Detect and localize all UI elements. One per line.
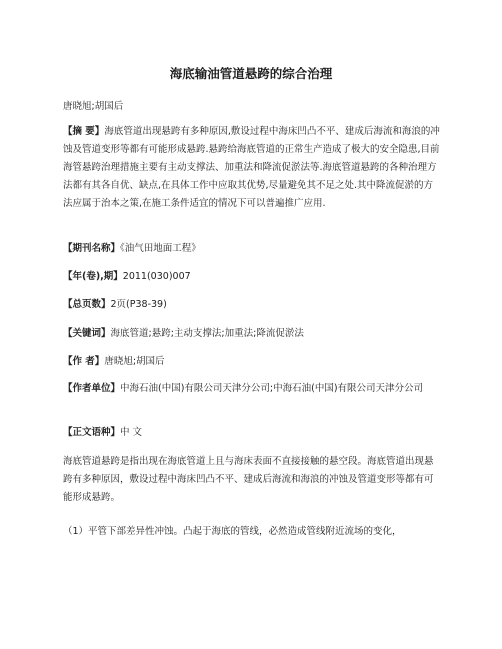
author-label: 【作 者】 [63, 356, 105, 367]
body-paragraph-1: 海底管道悬跨是指出现在海底管道上且与海床表面不直接接触的悬空段。海底管道出现悬跨有多种原因，敷设过程中海床凹凸不平、建成后海流和海浪的冲蚀及管道变形等都有可能形成悬跨。 [63, 456, 434, 503]
abstract-label: 【摘 要】 [63, 126, 105, 137]
keywords-value: 海底管道;悬跨;主动支撑法;加重法;降流促淤法 [110, 328, 304, 339]
pages-value: 2页(P38-39) [110, 299, 167, 310]
pages-label: 【总页数】 [63, 299, 111, 310]
body-paragraph-2: （1）平管下部差异性冲蚀。凸起于海底的管线，必然造成管线附近流场的变化， [63, 526, 402, 537]
year-volume-field [63, 268, 442, 286]
abstract-section [63, 123, 442, 213]
journal-value: 《油气田地面工程》 [120, 243, 201, 254]
author-unit-label: 【作者单位】 [63, 383, 121, 394]
document-title: 海底输油管道悬跨的综合治理 [169, 66, 333, 81]
keywords-label: 【关键词】 [63, 328, 111, 339]
abstract-text: 海底管道出现悬跨有多种原因,敷设过程中海床凹凸不平、建成后海流和海浪的冲蚀及管道变形等都有可能形成悬跨.悬跨给海底管道的正常生产造成了极大的安全隐患,目前海管悬跨治理措施主要有主动支撑法、加重法和降流促淤法等.海底管道悬跨的各种治理方法都有其各自优、缺点,在具体工作中应取其优势,尽量避免其不足之处.其中降流促淤的方法应属于治本之策,在施工条件适宜的情况下可以普遍推广应用. [63, 126, 440, 209]
year-volume-label: 【年(卷),期】 [63, 271, 123, 282]
author-unit-field [63, 380, 442, 398]
keywords-field [63, 325, 442, 343]
language-field [63, 424, 442, 442]
author-unit-value: 中海石油(中国)有限公司天津分公司;中海石油(中国)有限公司天津分公司 [120, 383, 424, 394]
pages-field [63, 296, 442, 314]
journal-field [63, 240, 442, 258]
language-value: 中 文 [120, 427, 143, 438]
language-label: 【正文语种】 [63, 427, 121, 438]
journal-label: 【期刊名称】 [63, 243, 121, 254]
year-volume-value: 2011(030)007 [122, 271, 191, 282]
author-value: 唐晓旭;胡国后 [104, 356, 165, 367]
authors-line: 唐晓旭;胡国后 [63, 101, 124, 112]
author-field [63, 353, 442, 371]
